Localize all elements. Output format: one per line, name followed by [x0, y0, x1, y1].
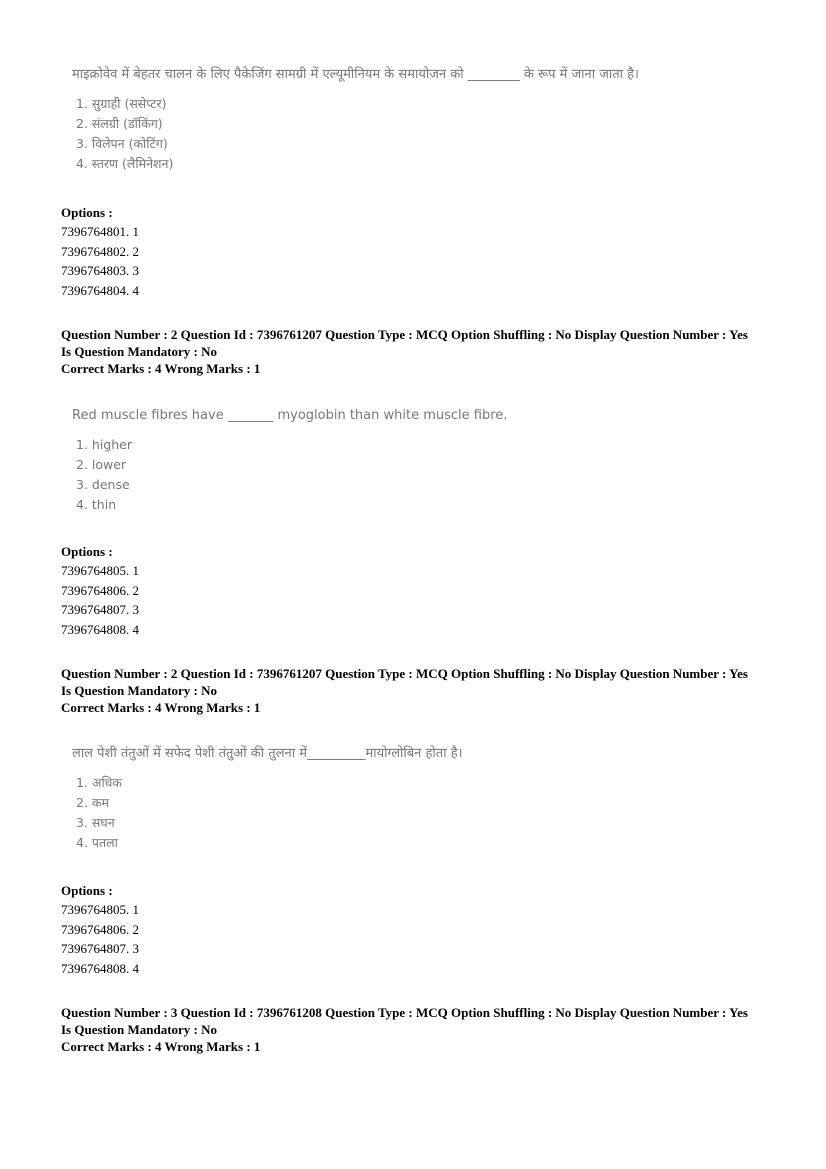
question-image-1 [72, 66, 772, 174]
option-row: 7396764808. 4 [61, 960, 139, 976]
question-text: माइक्रोवेव में बेहतर चालन के लिए पैकेजिंग सामग्री में एल्यूमीनियम के समायोजन को ________ के रूप में जाना जाता है। [72, 67, 639, 82]
option-row: 7396764802. 2 [61, 243, 139, 259]
question-meta-4 [61, 1004, 771, 1055]
option-row: 7396764801. 1 [61, 224, 139, 239]
option-row: 7396764807. 3 [61, 602, 139, 617]
choice-item: 1. higher [76, 437, 132, 452]
choice-item: 3. विलेपन (कोटिंग) [76, 136, 168, 151]
choice-item: 1. अधिक [76, 775, 122, 790]
options-label: Options : [61, 883, 113, 898]
option-row: 7396764808. 4 [61, 621, 139, 637]
question-image-2 [72, 407, 772, 515]
question-mandatory-line: Is Question Mandatory : No [61, 344, 218, 359]
options-label: Options : [61, 544, 113, 559]
question-mandatory-line: Is Question Mandatory : No [61, 683, 218, 698]
question-meta-2 [61, 326, 771, 377]
question-meta-line: Question Number : 3 Question Id : 7396761208 Question Type : MCQ Option Shuffling : No Display Question Number : Yes [61, 1005, 748, 1020]
options-list-1 [61, 203, 139, 300]
question-meta-line: Question Number : 2 Question Id : 7396761207 Question Type : MCQ Option Shuffling : No Display Question Number : Yes [61, 327, 748, 342]
choice-item: 3. सघन [76, 815, 115, 830]
question-text: Red muscle fibres have _______ myoglobin than white muscle fibre. [72, 408, 508, 423]
choice-item: 2. lower [76, 457, 127, 472]
choice-item: 1. सुग्राही (ससेप्टर) [76, 96, 167, 111]
choice-item: 4. thin [76, 497, 117, 512]
choice-item: 2. संलग्री (डॉकिंग) [76, 116, 163, 131]
option-row: 7396764803. 3 [61, 263, 139, 278]
option-row: 7396764805. 1 [61, 902, 139, 917]
options-list-3 [61, 881, 139, 978]
option-row: 7396764804. 4 [61, 282, 139, 298]
options-list-2 [61, 542, 139, 639]
question-marks-line: Correct Marks : 4 Wrong Marks : 1 [61, 361, 261, 376]
question-meta-3 [61, 665, 771, 716]
question-marks-line: Correct Marks : 4 Wrong Marks : 1 [61, 1039, 261, 1054]
choice-item: 4. पतला [76, 835, 118, 850]
options-label: Options : [61, 205, 113, 220]
option-row: 7396764806. 2 [61, 921, 139, 937]
choice-item: 2. कम [76, 795, 109, 810]
choice-list [72, 435, 772, 515]
option-row: 7396764805. 1 [61, 563, 139, 578]
choice-list [72, 773, 772, 853]
question-image-3 [72, 745, 772, 853]
question-mandatory-line: Is Question Mandatory : No [61, 1022, 218, 1037]
option-row: 7396764807. 3 [61, 941, 139, 956]
question-marks-line: Correct Marks : 4 Wrong Marks : 1 [61, 700, 261, 715]
option-row: 7396764806. 2 [61, 582, 139, 598]
choice-item: 4. स्तरण (लैमिनेशन) [76, 156, 174, 171]
question-text: लाल पेशी तंतुओं में सफेद पेशी तंतुओं की तुलना में_________मायोग्लोबिन होता है। [72, 746, 463, 761]
question-meta-line: Question Number : 2 Question Id : 7396761207 Question Type : MCQ Option Shuffling : No Display Question Number : Yes [61, 666, 748, 681]
choice-item: 3. dense [76, 477, 130, 492]
choice-list [72, 94, 772, 174]
